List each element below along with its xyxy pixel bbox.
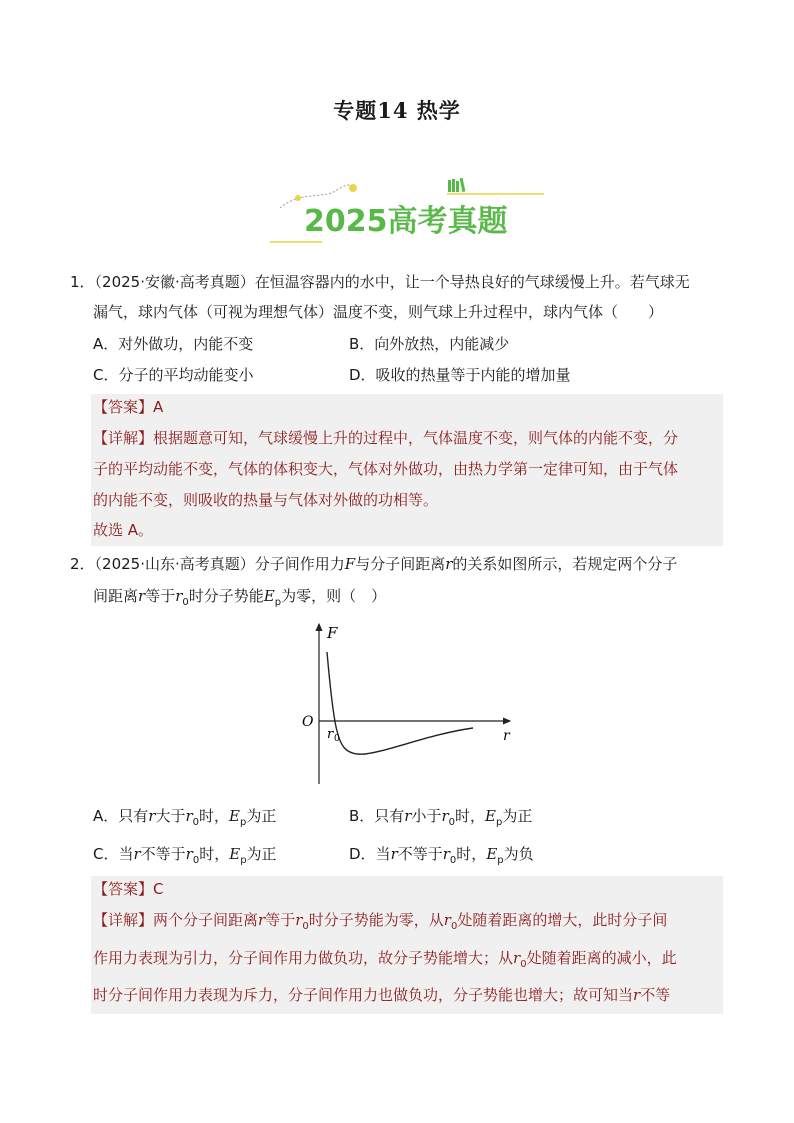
force-distance-graph (290, 616, 520, 788)
q2-detail-sub0a: 0 (302, 921, 309, 932)
q2-stem-line2 (93, 586, 753, 613)
q2-line2-c: 时分子势能 (188, 587, 264, 605)
q2-opt-d-r: r (390, 845, 398, 863)
q2-opt-d-2: 时， (456, 845, 487, 863)
q2-opt-c-1: 不等于 (140, 845, 186, 863)
q2-opt-a-2: 时， (199, 807, 230, 825)
section-banner (262, 170, 552, 252)
q2-opt-a-sub0: 0 (192, 817, 199, 828)
q2-detail-l1-c: 时分子势能为零，从 (308, 911, 444, 929)
q2-opt-b-Ep: E (485, 807, 496, 825)
q2-detail-l1-b: 等于 (265, 911, 296, 929)
q2-opt-b-0: B．只有 (349, 807, 405, 825)
q2-sub-0: 0 (182, 597, 189, 608)
q2-opt-a-r: r (148, 807, 156, 825)
q2-opt-d-0: D．当 (349, 845, 391, 863)
q2-opt-d-Ep: E (486, 845, 498, 863)
q2-opt-c-Ep: E (229, 845, 241, 863)
q2-var-Ep: E (263, 587, 275, 605)
q1-conclusion: 故选 A。 (93, 521, 154, 539)
q2-option-d (349, 844, 534, 871)
q2-detail-tag: 【详解】 (93, 911, 154, 929)
q2-line2-a: 间距离 (93, 587, 139, 605)
q2-line2-d: 为零，则（ ） (281, 587, 387, 605)
q2-detail-r0c: r (513, 949, 521, 967)
q2-stem-prefix: 2．（2025·山东·高考真题）分子间作用力 (70, 555, 345, 573)
banner-title: 2025高考真题 (304, 204, 508, 239)
q2-opt-c-2: 时， (199, 845, 230, 863)
q2-opt-b-r0: r (441, 807, 449, 825)
q2-opt-b-r: r (404, 807, 412, 825)
q1-stem-line2: 漏气，球内气体（可视为理想气体）温度不变，则气球上升过程中，球内气体（ ） (93, 303, 664, 321)
q2-detail-sub0b: 0 (450, 921, 458, 932)
q2-opt-a-0: A．只有 (93, 807, 149, 825)
q2-answer-value: C (153, 880, 164, 898)
q2-option-b (349, 806, 532, 833)
page-title: 专题14 热学 (333, 98, 461, 123)
q1-stem-line1: 1．（2025·安徽·高考真题）在恒温容器内的水中，让一个导热良好的气球缓慢上升。若气球无 (70, 273, 690, 291)
q2-opt-b-sub0: 0 (448, 817, 456, 828)
q1-detail-tag: 【详解】 (93, 429, 154, 447)
force-curve (327, 652, 473, 754)
q2-detail-l1-d: 处随着距离的增大，此时分子间 (457, 911, 668, 929)
q1-answer-tag: 【答案】 (93, 398, 154, 416)
y-axis-label: F (327, 624, 338, 642)
q2-opt-d-sub0: 0 (449, 855, 457, 866)
q2-option-a (93, 806, 276, 833)
q2-detail-r2: r (633, 986, 641, 1004)
q2-detail-line1 (93, 910, 667, 937)
q2-opt-a-r0: r (185, 807, 193, 825)
q1-answer (93, 397, 163, 417)
x-axis-label: r (503, 728, 510, 744)
q2-opt-c-sub0: 0 (192, 855, 200, 866)
q2-stem-line1 (70, 554, 730, 574)
q2-var-r: r (445, 555, 453, 573)
q2-answer-tag: 【答案】 (93, 880, 154, 898)
q1-answer-value: A (153, 398, 164, 416)
q2-opt-d-subp: p (497, 855, 504, 866)
q2-opt-c-3: 为正 (246, 845, 277, 863)
q2-var-r2: r (138, 587, 146, 605)
q1-option-c: C．分子的平均动能变小 (93, 366, 254, 384)
q2-detail-r0a: r (295, 911, 303, 929)
q2-answer (93, 879, 164, 899)
q2-detail-line2 (93, 948, 677, 975)
q2-opt-d-3: 为负 (503, 845, 534, 863)
q2-opt-c-0: C．当 (93, 845, 134, 863)
q2-detail-l2-a: 作用力表现为引力，分子间作用力做负功，故分子势能增大；从 (93, 949, 514, 967)
q2-detail-l3-b: 不等 (640, 986, 671, 1004)
q2-opt-b-1: 小于 (411, 807, 442, 825)
q2-opt-b-3: 为正 (502, 807, 533, 825)
q2-opt-d-r0: r (442, 845, 450, 863)
q2-detail-r0b: r (443, 911, 451, 929)
q2-opt-b-2: 时， (455, 807, 486, 825)
q2-opt-a-subp: p (239, 817, 247, 828)
q2-line2-b: 等于 (145, 587, 176, 605)
q2-sub-p: p (274, 597, 282, 608)
q2-var-r0: r (175, 587, 183, 605)
q2-detail-line3 (93, 985, 670, 1005)
q1-detail-line3: 的内能不变，则吸收的热量与气体对外做的功相等。 (93, 491, 439, 509)
q1-detail-line2: 子的平均动能不变，气体的体积变大，气体对外做功，由热力学第一定律可知，由于气体 (93, 460, 679, 478)
q2-detail-l2-b: 处随着距离的减小，此 (526, 949, 677, 967)
q1-detail-text1: 根据题意可知，气球缓慢上升的过程中，气体温度不变，则气体的内能不变，分 (153, 429, 679, 447)
q2-option-c (93, 844, 277, 871)
origin-label: O (302, 714, 314, 730)
q2-opt-a-1: 大于 (155, 807, 186, 825)
q1-option-d: D．吸收的热量等于内能的增加量 (349, 366, 571, 384)
r0-label: r (327, 727, 334, 742)
q1-detail-line1 (93, 428, 678, 448)
q2-opt-c-r: r (133, 845, 141, 863)
q2-opt-a-3: 为正 (246, 807, 277, 825)
r0-sub-label: 0 (334, 734, 340, 744)
q1-option-b: B．向外放热，内能减少 (349, 335, 510, 353)
q2-opt-c-r0: r (185, 845, 193, 863)
q2-stem-mid: 与分子间距离 (355, 555, 446, 573)
q2-stem-suffix: 的关系如图所示，若规定两个分子 (452, 555, 678, 573)
q2-detail-l1-a: 两个分子间距离 (153, 911, 259, 929)
q2-opt-b-subp: p (496, 817, 503, 828)
q1-option-a: A．对外做功，内能不变 (93, 335, 254, 353)
q2-opt-c-subp: p (240, 855, 247, 866)
q2-detail-l3-a: 时分子间作用力表现为斥力，分子间作用力也做负功，分子势能也增大；故可知当 (93, 986, 634, 1004)
q2-opt-d-1: 不等于 (397, 845, 443, 863)
q2-opt-a-Ep: E (229, 807, 240, 825)
q2-detail-r: r (258, 911, 266, 929)
q2-detail-sub0c: 0 (520, 959, 527, 970)
q2-var-F: F (344, 555, 356, 573)
